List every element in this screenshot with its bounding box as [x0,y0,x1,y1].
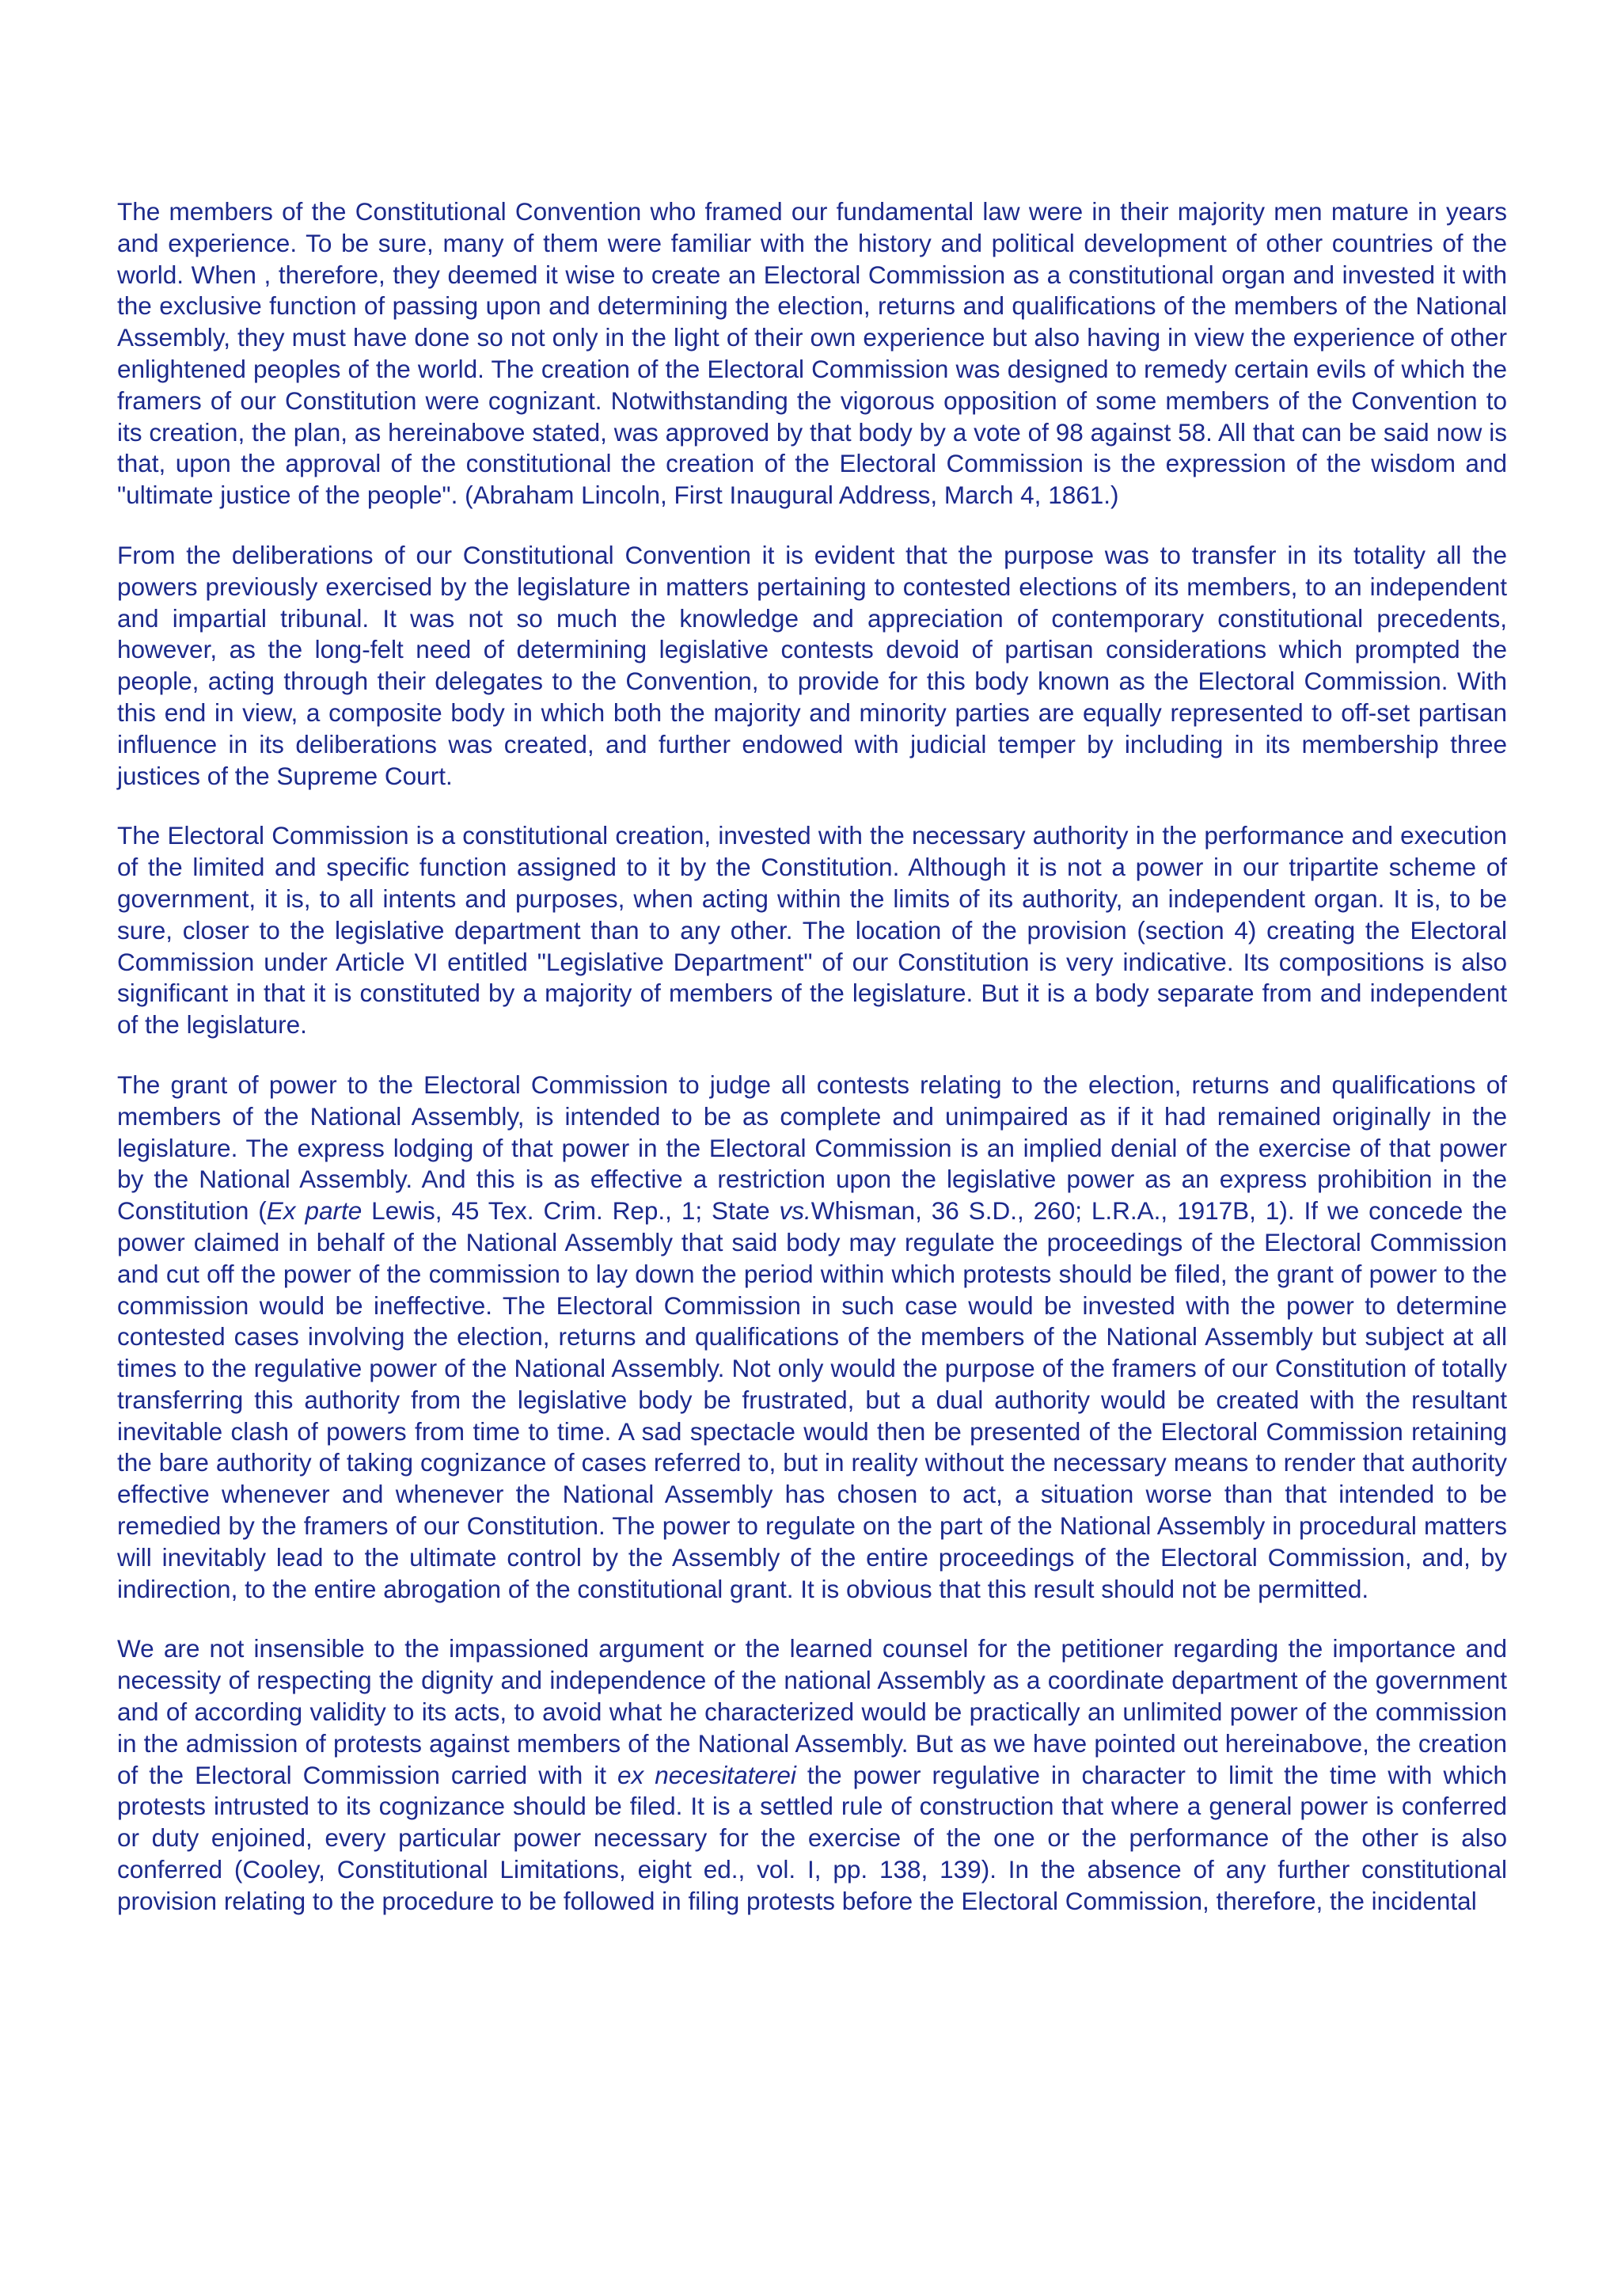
text-segment: the power regulative in character to limit the time with which protests intrusted to its cognizance should be filed. It is a settled rule of construction that where a general power is conferred or duty enjoined, every particular power necessary for the exercise of the one or the performance of the other is also conferred (Cooley, Constitutional Limitations, eight ed., vol. I, pp. 138, 139). In the absence of any further constitutional provision relating to the procedure to be followed in filing protests before the Electoral Commission, therefore, the incidental [117,1760,1507,1915]
paragraph [117,1070,1507,1606]
text-segment: The Electoral Commission is a constitutional creation, invested with the necessary authority in the performance and execution of the limited and specific function assigned to it by the Constitution. Although it is not a power in our tripartite scheme of government, it is, to all intents and purposes, when acting within the limits of its authority, an independent organ. It is, to be sure, closer to the legislative department than to any other. The location of the provision (section 4) creating the Electoral Commission under Article VI entitled "Legislative Department" of our Constitution is very indicative. Its compositions is also significant in that it is constituted by a majority of members of the legislature. But it is a body separate from and independent of the legislature. [117,821,1507,1040]
italic-versus-abbreviation: vs. [779,1196,811,1226]
text-segment: Whisman, 36 S.D., 260; L.R.A., 1917B, 1). If we concede the power claimed in behalf of the National Assembly that said body may regulate the proceedings of the Electoral Commission and cut off the power of the commission to lay down the period within which protests should be filed, the grant of power to the commission would be ineffective. The Electoral Commission in such case would be invested with the power to determine contested cases involving the election, returns and qualifications of the members of the National Assembly but subject at all times to the regulative power of the National Assembly. Not only would the purpose of the framers of our Constitution of totally transferring this authority from the legislative body be frustrated, but a dual authority would be created with the resultant inevitable clash of powers from time to time. A sad spectacle would then be presented of the Electoral Commission retaining the bare authority of taking cognizance of cases referred to, but in reality without the necessary means to render that authority effective whenever and whenever the National Assembly has chosen to act, a situation worse than that intended to be remedied by the framers of our Constitution. The power to regulate on the part of the National Assembly in procedural matters will inevitably lead to the ultimate control by the Assembly of the entire proceedings of the Electoral Commission, and, by indirection, to the entire abrogation of the constitutional grant. It is obvious that this result should not be permitted. [117,1196,1507,1603]
paragraph [117,1633,1507,1917]
paragraph [117,540,1507,792]
italic-case-citation: Ex parte [266,1196,363,1226]
document-page [117,196,1507,1946]
text-segment: The grant of power to the Electoral Commission to judge all contests relating to the election, returns and qualifications of members of the National Assembly, is intended to be as complete and unimpaired as if it had remained originally in the legislature. The express lodging of that power in the Electoral Commission is an implied denial of the exercise of that power by the National Assembly. And this is as effective a restriction upon the legislative power as an express prohibition in the Constitution ( [117,1070,1507,1226]
paragraph [117,820,1507,1041]
paragraph [117,196,1507,511]
italic-latin-phrase: ex necesitaterei [617,1760,796,1789]
text-segment: We are not insensible to the impassioned argument or the learned counsel for the petitioner regarding the importance and necessity of respecting the dignity and independence of the national Assembly as a coordinate department of the government and of according validity to its acts, to avoid what he characterized would be practically an unlimited power of the commission in the admission of protests against members of the National Assembly. But as we have pointed out hereinabove, the creation of the Electoral Commission carried with it [117,1634,1507,1789]
text-segment: The members of the Constitutional Convention who framed our fundamental law were in their majority men mature in years and experience. To be sure, many of them were familiar with the history and political development of other countries of the world. When , therefore, they deemed it wise to create an Electoral Commission as a constitutional organ and invested it with the exclusive function of passing upon and determining the election, returns and qualifications of the members of the National Assembly, they must have done so not only in the light of their own experience but also having in view the experience of other enlightened peoples of the world. The creation of the Electoral Commission was designed to remedy certain evils of which the framers of our Constitution were cognizant. Notwithstanding the vigorous opposition of some members of the Convention to its creation, the plan, as hereinabove stated, was approved by that body by a vote of 98 against 58. All that can be said now is that, upon the approval of the constitutional the creation of the Electoral Commission is the expression of the wisdom and "ultimate justice of the people". (Abraham Lincoln, First Inaugural Address, March 4, 1861.) [117,197,1507,510]
text-segment: From the deliberations of our Constitutional Convention it is evident that the purpose was to transfer in its totality all the powers previously exercised by the legislature in matters pertaining to contested elections of its members, to an independent and impartial tribunal. It was not so much the knowledge and appreciation of contemporary constitutional precedents, however, as the long-felt need of determining legislative contests devoid of partisan considerations which prompted the people, acting through their delegates to the Convention, to provide for this body known as the Electoral Commission. With this end in view, a composite body in which both the majority and minority parties are equally represented to off-set partisan influence in its deliberations was created, and further endowed with judicial temper by including in its membership three justices of the Supreme Court. [117,540,1507,790]
text-segment: Lewis, 45 Tex. Crim. Rep., 1; State [362,1196,780,1226]
